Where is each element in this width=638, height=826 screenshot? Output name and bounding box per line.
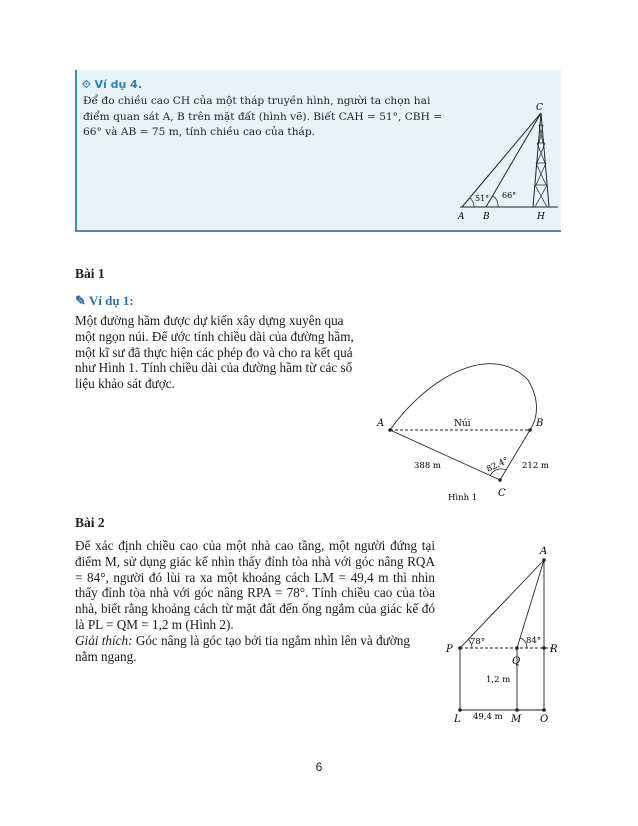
angle-51-label: 51° [475, 194, 490, 203]
mountain-label: Núi [454, 419, 471, 429]
edit-icon: ✎ [75, 293, 86, 308]
example-4-title: ⟐ Ví dụ 4. [82, 78, 142, 91]
example-4-text: Để đo chiều cao CH của một tháp truyền hình, người ta chọn hai điểm quan sát A, B trên mặt đất (hình vẽ). Biết CAH = 51°, CBH = 66° và AB = 75 m, tính chiều cao của tháp. [83, 95, 443, 138]
label-a: A [540, 546, 548, 557]
bai-2-note [75, 633, 435, 665]
label-p: P [446, 644, 453, 655]
label-a: A [377, 418, 385, 429]
bai-2-heading: Bài 2 [75, 515, 105, 530]
label-h: H [537, 212, 545, 222]
label-c: C [536, 103, 543, 113]
tunnel-figure [370, 360, 570, 510]
label-c: C [498, 488, 506, 499]
angle-78-label: 78° [470, 637, 486, 647]
angle-84-label: 84° [526, 636, 542, 646]
height-label: 1,2 m [486, 675, 511, 685]
page-number: 6 [315, 760, 323, 774]
bai-2-text: Để xác định chiều cao của một nhà cao tầng, một người đứng tại điểm M, sử dụng giác kế nhìn thấy đỉnh tòa nhà với góc nâng RQA = 84°, người đó lùi ra xa một khoảng cách LM = 49,4 m thì nhìn thấy đỉnh tòa nhà với góc nâng RPA = 78°. Tính chiều cao của tòa nhà, biết rằng khoảng cách từ mặt đất đến ống ngắm của giác kế đó là PL = QM = 1,2 m (Hình 2). [75, 538, 435, 632]
label-b: B [483, 212, 490, 222]
bai-1-heading: Bài 1 [75, 266, 105, 281]
ac-length-label: 388 m [414, 461, 441, 471]
distance-label: 49,4 m [473, 712, 503, 722]
label-r: R [550, 644, 558, 655]
figure-1-caption: Hình 1 [448, 493, 478, 503]
bc-length-label: 212 m [522, 461, 549, 471]
note-label: Giải thích: [75, 633, 133, 648]
building-figure [440, 540, 570, 725]
angle-66-label: 66° [502, 191, 517, 200]
vi-du-1-label: ✎ Ví dụ 1: [75, 293, 134, 308]
note-text: Góc nâng là góc tạo bởi tia ngắm nhìn lên và đường nằm ngang. [75, 633, 410, 664]
angle-c-label: 82,4° [485, 455, 511, 475]
label-q: Q [512, 656, 521, 667]
label-a: A [458, 212, 465, 222]
tower-figure [440, 95, 560, 230]
label-m: M [511, 714, 522, 725]
diamond-icon: ⟐ [82, 78, 91, 91]
bai-1-text: Một đường hầm được dự kiến xây dựng xuyên qua một ngọn núi. Để ước tính chiều dài của đường hầm, một kĩ sư đã thực hiện các phép đo và cho ra kết quả như Hình 1. Tính chiều dài của đường hầm từ các số liệu khảo sát được. [75, 313, 354, 392]
label-l: L [454, 714, 461, 725]
label-o: O [540, 714, 549, 725]
label-b: B [536, 418, 544, 429]
